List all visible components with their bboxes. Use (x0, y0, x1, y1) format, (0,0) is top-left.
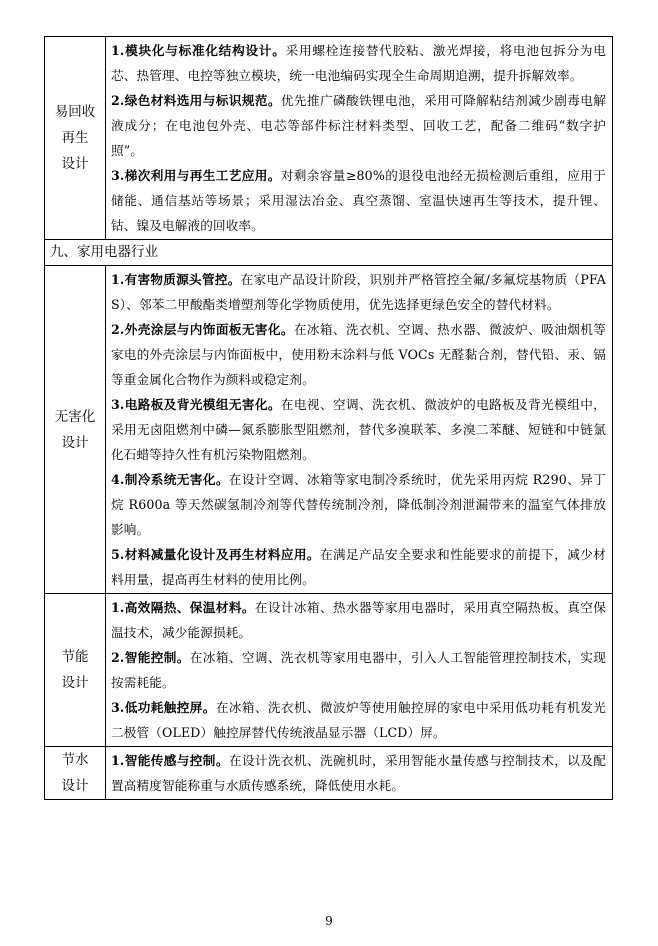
item-title: 2.外壳涂层与内饰面板无害化。 (111, 322, 294, 337)
table-row (45, 747, 613, 800)
table-row (45, 37, 613, 240)
item-title: 1.模块化与标准化结构设计。 (111, 43, 286, 58)
category-label: 设计 (61, 778, 89, 794)
category-label: 设计 (61, 675, 89, 691)
item-text: 在冰箱、空调、洗衣机等家用电器中，引入人工智能管理控制技术，实现按需耗能。 (111, 650, 606, 690)
section-header-row (45, 240, 613, 266)
page-number: 9 (325, 914, 333, 928)
item-title: 3.低功耗触控屏。 (111, 700, 216, 715)
item-text: 在设计冰箱、热水器等家用电器时，采用真空隔热板、真空保温技术，减少能源损耗。 (111, 600, 606, 640)
list-item (111, 645, 606, 695)
list-item (111, 695, 606, 745)
category-cell-water (45, 747, 106, 800)
category-label: 设计 (61, 434, 89, 451)
item-title: 5.材料减量化设计及再生材料应用。 (111, 547, 320, 562)
category-cell-energy (45, 594, 106, 747)
category-label: 设计 (61, 156, 89, 172)
category-cell-recycling (45, 37, 106, 240)
list-item (111, 317, 606, 392)
category-cell-harmless (45, 266, 106, 594)
section-header: 九、家用电器行业 (45, 240, 613, 266)
content-cell (106, 266, 613, 594)
content-cell (106, 37, 613, 240)
item-title: 3.梯次利用与再生工艺应用。 (111, 168, 281, 183)
item-title: 3.电路板及背光模组无害化。 (111, 397, 281, 412)
list-item (111, 392, 606, 467)
item-text: 对剩余容量≥80%的退役电池经无损检测后重组，应用于储能、通信基站等场景；采用湿法冶金、真空蒸馏、室温快速再生等技术，提升锂、钴、镍及电解液的回收率。 (111, 168, 606, 233)
design-requirements-table (44, 36, 613, 800)
item-text: 在设计空调、冰箱等家电制冷系统时，优先采用丙烷 R290、异丁烷 R600a 等天然碳氢制冷剂等代替传统制冷剂，降低制冷剂泄漏带来的温室气体排放影响。 (111, 472, 606, 537)
item-text: 在满足产品安全要求和性能要求的前提下，减少材料用量，提高再生材料的使用比例。 (111, 547, 606, 587)
item-title: 2.智能控制。 (111, 650, 190, 665)
item-text: 采用螺栓连接替代胶粘、激光焊接，将电池包拆分为电芯、热管理、电控等独立模块，统一电池编码实现全生命周期追溯，提升拆解效率。 (111, 43, 606, 83)
content-cell (106, 747, 613, 800)
category-label: 易回收 (54, 104, 96, 120)
list-item (111, 38, 606, 88)
item-text: 在冰箱、洗衣机、空调、热水器、微波炉、吸油烟机等家电的外壳涂层与内饰面板中，使用粉末涂料与低 VOCs 无醛黏合剂，替代铅、汞、镉等重金属化合物作为颜料或稳定剂。 (111, 322, 606, 387)
table-row (45, 594, 613, 747)
item-text: 在设计洗衣机、洗碗机时，采用智能水量传感与控制技术，以及配置高精度智能称重与水质传感系统，降低使用水耗。 (111, 753, 606, 793)
list-item (111, 267, 606, 317)
item-title: 1.智能传感与控制。 (111, 753, 229, 768)
item-text: 在家电产品设计阶段，识别并严格管控全氟/多氟烷基物质（PFAS）、邻苯二甲酸酯类增塑剂等化学物质使用，优先选择更绿色安全的替代材料。 (111, 272, 606, 312)
item-text: 在冰箱、洗衣机、微波炉等使用触控屏的家电中采用低功耗有机发光二极管（OLED）触控屏替代传统液晶显示器（LCD）屏。 (111, 700, 607, 740)
list-item (111, 542, 606, 592)
list-item (111, 88, 606, 163)
list-item (111, 748, 606, 798)
item-title: 1.有害物质源头管控。 (111, 272, 241, 287)
item-text: 在电视、空调、洗衣机、微波炉的电路板及背光模组中，采用无卤阻燃剂中磷—氮系膨胀型阻燃剂，替代多溴联苯、多溴二苯醚、短链和中链氯化石蜡等持久性有机污染物阻燃剂。 (111, 397, 607, 462)
table-row (45, 266, 613, 594)
category-label: 节水 (61, 752, 89, 768)
item-title: 1.高效隔热、保温材料。 (111, 600, 255, 615)
list-item (111, 163, 606, 238)
list-item (111, 595, 606, 645)
category-label: 无害化 (54, 408, 96, 425)
category-label: 再生 (61, 130, 89, 146)
list-item (111, 467, 606, 542)
category-label: 节能 (61, 649, 89, 665)
item-text: 优先推广磷酸铁锂电池，采用可降解粘结剂减少剧毒电解液成分；在电池包外壳、电芯等部件标注材料类型、回收工艺，配备二维码“数字护照”。 (111, 93, 607, 158)
item-title: 2.绿色材料选用与标识规范。 (111, 93, 281, 108)
item-title: 4.制冷系统无害化。 (111, 472, 229, 487)
content-cell (106, 594, 613, 747)
